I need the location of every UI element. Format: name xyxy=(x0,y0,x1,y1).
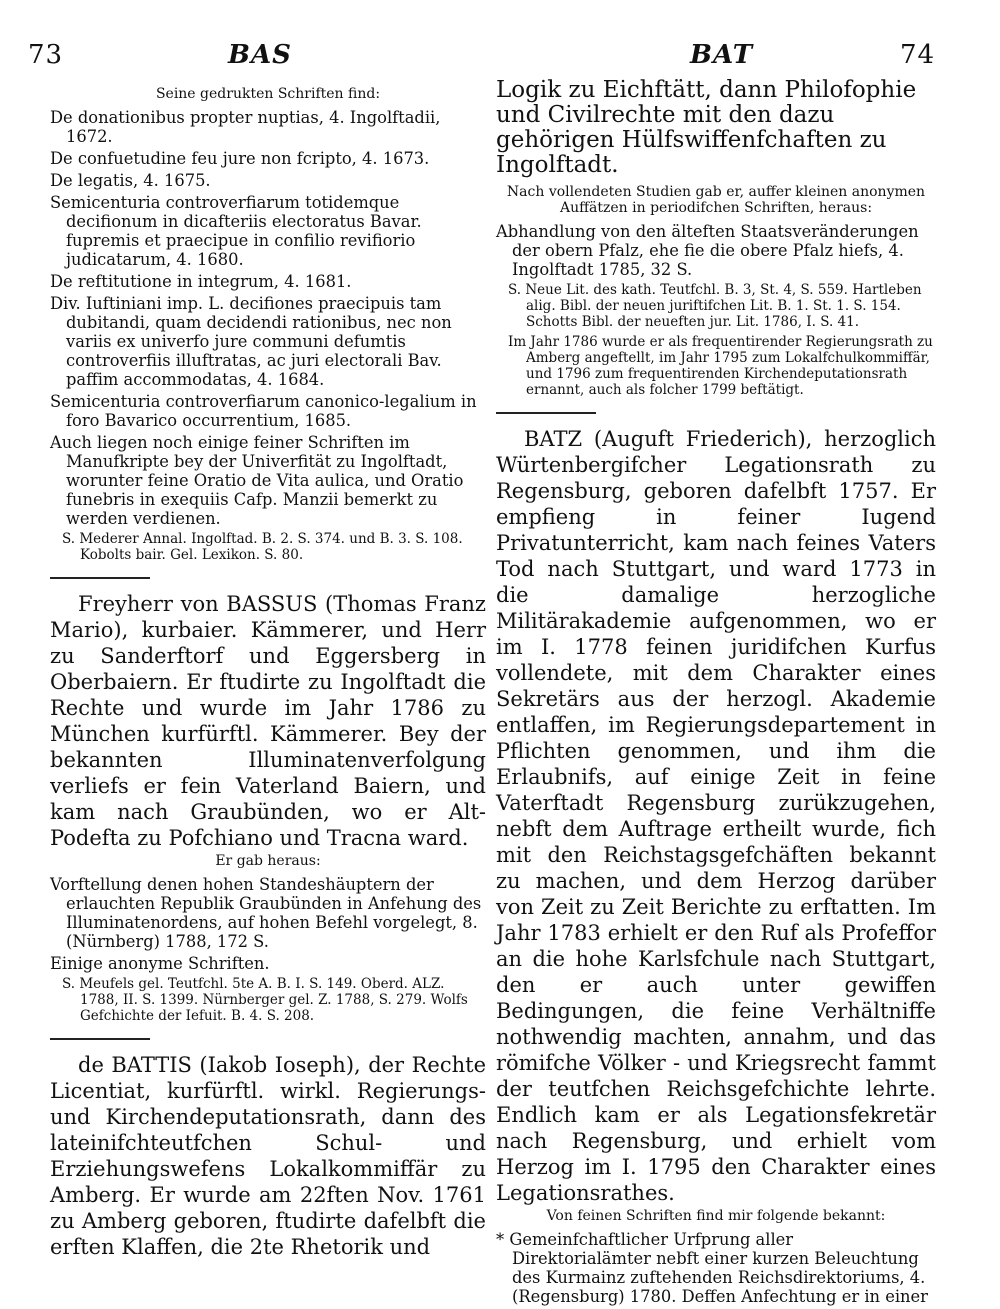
section-divider xyxy=(496,412,596,414)
bibliography-entry: De legatis, 4. 1675. xyxy=(50,171,211,190)
bibliography-entry: De confuetudine feu jure non fcripto, 4. 1673. xyxy=(50,149,430,168)
bibliography-entry: De donationibus propter nuptias, 4. Ingolftadii, 1672. xyxy=(50,108,441,146)
section-divider xyxy=(50,1038,150,1040)
reference-note: S. Meufels gel. Teutfchl. 5te A. B. I. S. 149. Oberd. ALZ. 1788, II. S. 1399. Nürnberger gel. Z. 1788, S. 279. Wolfs Gefchichte der Iefuit. B. 4. S. 208. xyxy=(62,976,468,1024)
left-column xyxy=(50,84,486,1260)
reference-note: S. Neue Lit. des kath. Teutfchl. B. 3, St. 4, S. 559. Hartleben alig. Bibl. der neuen juriftifchen Lit. B. 1. St. 1. S. 154. Schotts Bibl. der neueften jur. Lit. 1786, I. S. 41. xyxy=(508,282,922,330)
bibliography-entry: Div. Iuftiniani imp. L. decifiones praecipuis tam dubitandi, quam decidendi rationibus, nec non variis ex univerfo jure communi defumtis controverfiis illuftratas, ac juri electorali Bav. paffim accommodatas, 4. 1684. xyxy=(50,294,452,389)
bibliography-entry: De reftitutione in integrum, 4. 1681. xyxy=(50,272,352,291)
biography-batz: BATZ (Auguft Friederich), herzoglich Würtenbergifcher Legationsrath zu Regensburg, geboren dafelbft 1757. Er empfieng in feiner Iugend Privatunterricht, kam nach feines Vaters Tod nach Stuttgart, und ward 1773 in die damalige herzogliche Militärakademie aufgenommen, wo er im I. 1778 feinen juridifchen Kurfus vollendete, mit dem Charakter eines Sekretärs aus der herzogl. Akademie entlaffen, im Regierungsdepartement in Pflichten genommen, und ihm die Erlaubnifs, auf einige Zeit in feine Vaterftadt Regensburg zurükzugehen, nebft dem Auftrage ertheilt wurde, fich mit den Reichstagsgefchäften bekannt zu machen, und dem Herzog darüber von Zeit zu Zeit Berichte zu erftatten. Im Jahr 1783 erhielt er den Ruf als Profeffor an die hohe Karlsfchule nach Stuttgart, den er auch unter gewiffen Bedingungen, die feine Verhältniffe nothwendig machten, annahm, und das römifche Völker - und Kriegsrecht fammt der teutfchen Reichsgefchichte lehrte. Endlich kam er als Legationsfekretär nach Regensburg, und erhielt vom Herzog im I. 1795 den Charakter eines Legationsrathes. xyxy=(496,427,936,1205)
reference-note: S. Mederer Annal. Ingolftad. B. 2. S. 374. und B. 3. S. 108. Kobolts bair. Gel. Lexikon. S. 80. xyxy=(62,531,463,563)
batz-caption: Von feinen Schriften find mir folgende bekannt: xyxy=(546,1208,886,1224)
bibliography-entry: Semicenturia controverfiarum canonico-legalium in foro Bavarico occurrentium, 1685. xyxy=(50,392,477,430)
right-running-head: BAT xyxy=(690,40,754,70)
reference-note: Im Jahr 1786 wurde er als frequentirender Regierungsrath zu Amberg angeftellt, im Jahr 1795 zum Lokalfchulkommiffär, und 1796 zum frequentirenden Kirchendeputationsrath ernannt, auch als folcher 1799 beftätigt. xyxy=(508,334,933,398)
right-page-number: 74 xyxy=(900,40,936,70)
bibliography-entry: Semicenturia controverfiarum totidemque decifionum in dicafteriis electoratus Bavar. fupremis et praecipue in confilio revifiorio judicatarum, 4. 1680. xyxy=(50,193,422,269)
right-column xyxy=(496,77,936,1309)
left-running-head: BAS xyxy=(228,40,292,70)
bibliography-entry: Vorftellung denen hohen Standeshäuptern der erlauchten Republik Graubünden in Anfehung des Illuminatenordens, auf hohen Befehl vorgelegt, 8. (Nürnberg) 1788, 172 S. xyxy=(50,875,482,951)
bassus-caption: Er gab heraus: xyxy=(215,853,321,869)
bibliography-entry: Einige anonyme Schriften. xyxy=(50,954,270,973)
biography-battis: de BATTIS (Iakob Ioseph), der Rechte Licentiat, kurfürftl. wirkl. Regierungs- und Kirchendeputationsrath, dann des lateinifchteutfchen Schul- und Erziehungswefens Lokalkommiffär zu Amberg. Er wurde am 22ften Nov. 1761 zu Amberg geboren, ftudirte dafelbft die erften Klaffen, die 2te Rhetorik und xyxy=(50,1053,486,1259)
left-page-number: 73 xyxy=(28,40,64,70)
page-header xyxy=(0,40,1000,80)
bibliography-entry: * Gemeinfchaftlicher Urfprung aller Direktorialämter nebft einer kurzen Beleuchtung des Kurmainz zuftehenden Reichsdirektoriums, 4. (Regensburg) 1780. Deffen Anfechtung er in einer xyxy=(496,1230,928,1306)
battis-continuation: Logik zu Eichftätt, dann Philofophie und Civilrechte mit den dazu gehörigen Hülfswiffenfchaften zu Ingolftadt. xyxy=(496,77,917,178)
schriften-caption: Seine gedrukten Schriften find: xyxy=(155,86,381,102)
bibliography-entry: Abhandlung von den älteften Staatsveränderungen der obern Pfalz, ehe fie die obere Pfalz hiefs, 4. Ingolftadt 1785, 32 S. xyxy=(496,222,919,279)
section-divider xyxy=(50,577,150,579)
battis-caption: Nach vollendeten Studien gab er, auffer kleinen anonymen Auffätzen in periodifchen Schriften, heraus: xyxy=(506,184,926,216)
bibliography-entry: Auch liegen noch einige feiner Schriften im Manufkripte bey der Univerfität zu Ingolftadt, worunter feine Oratio de Vita aulica, und Oratio funebris in exequiis Cafp. Manzii bemerkt zu werden verdienen. xyxy=(50,433,464,528)
biography-bassus: Freyherr von BASSUS (Thomas Franz Mario), kurbaier. Kämmerer, und Herr zu Sanderftorf und Eggersberg in Oberbaiern. Er ftudirte zu Ingolftadt die Rechte und wurde im Jahr 1786 zu München kurfürftl. Kämmerer. Bey der bekannten Illuminatenverfolgung verliefs er fein Vaterland Baiern, und kam nach Graubünden, wo er Alt-Podefta zu Pofchiano und Tracna ward. xyxy=(50,592,486,850)
